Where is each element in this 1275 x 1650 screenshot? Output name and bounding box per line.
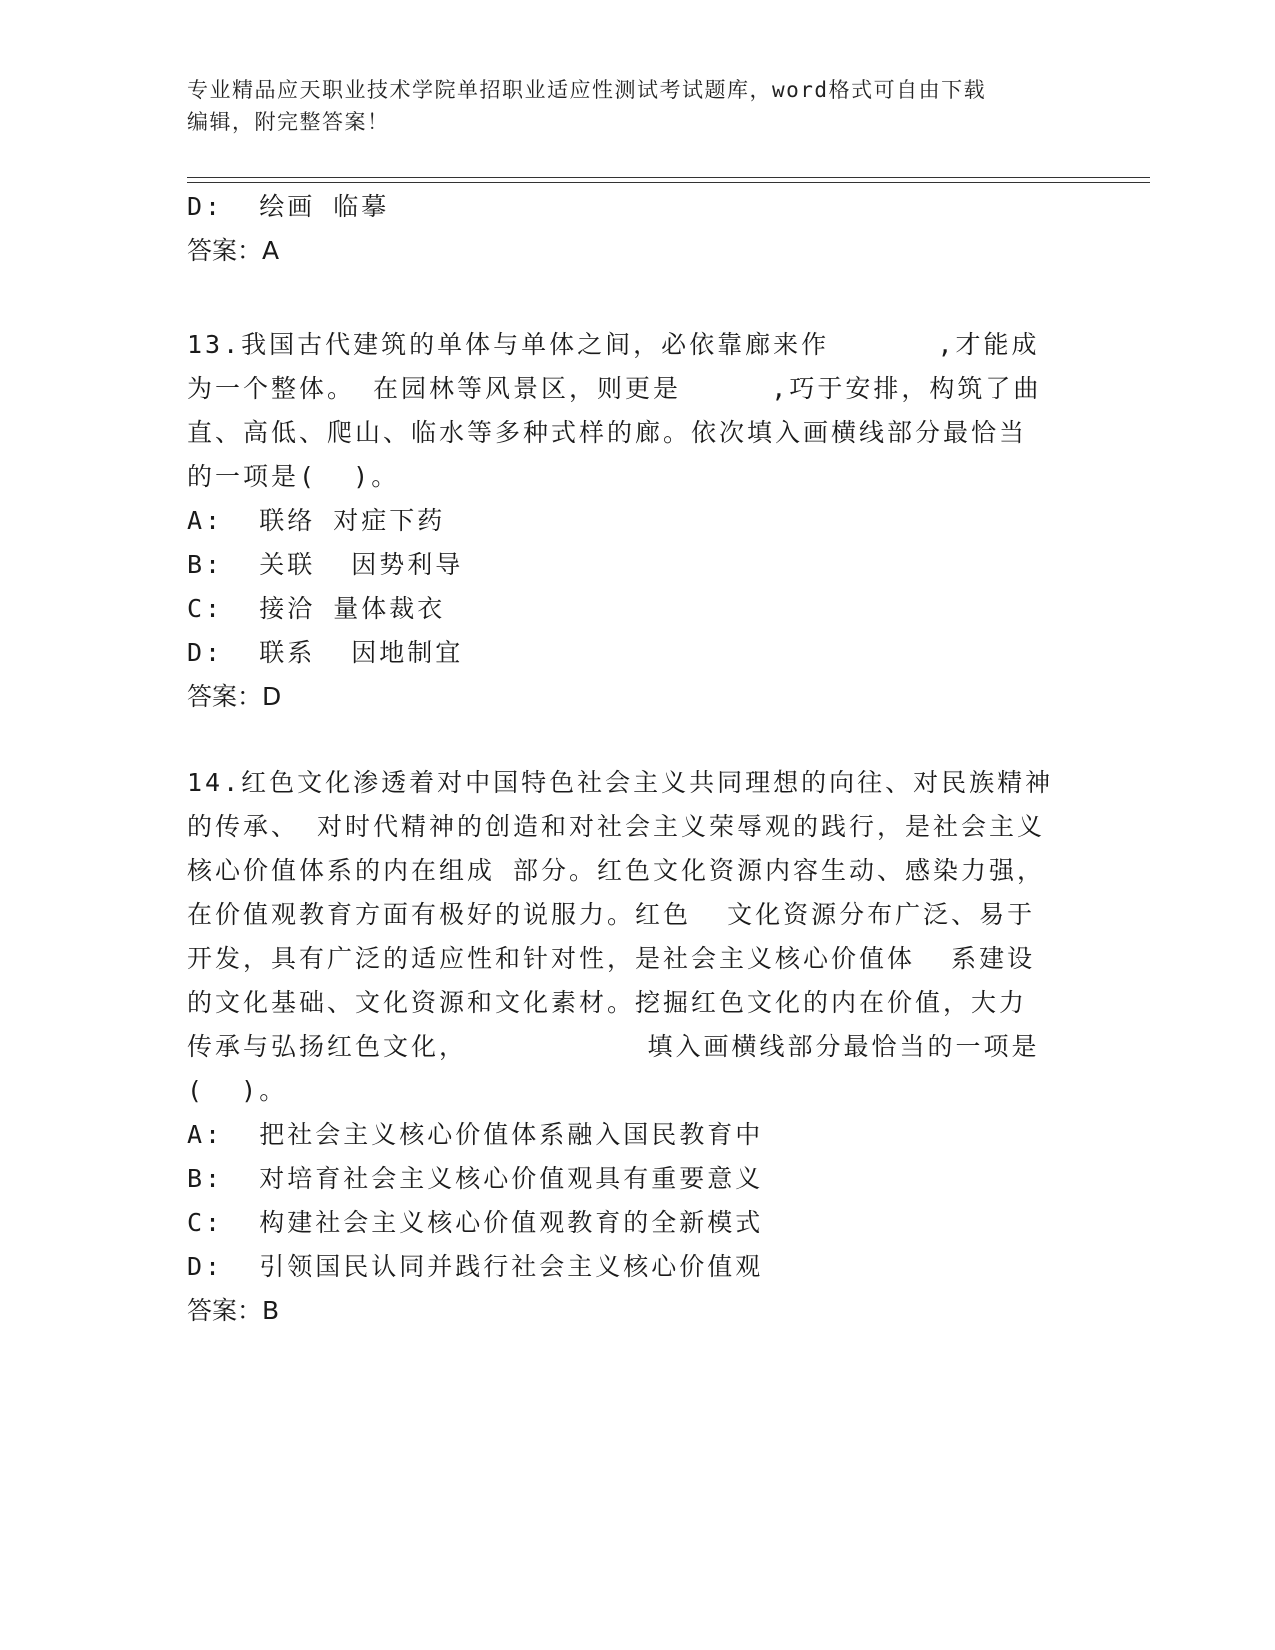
q14-answer: 答案：B xyxy=(187,1296,280,1325)
q14-option-d: D: 引领国民认同并践行社会主义核心价值观 xyxy=(187,1252,764,1281)
q14-line: 14.红色文化渗透着对中国特色社会主义共同理想的向往、对民族精神 xyxy=(187,768,1054,797)
page-header xyxy=(187,74,1067,138)
q14-option-a: A: 把社会主义核心价值体系融入国民教育中 xyxy=(187,1120,764,1149)
prev-answer: 答案：A xyxy=(187,236,280,265)
header-line-2: 编辑，附完整答案！ xyxy=(187,110,390,134)
q13-option-d: D: 联系 因地制宜 xyxy=(187,638,464,667)
q14-line: 传承与弘扬红色文化， 填入画横线部分最恰当的一项是 xyxy=(187,1032,1040,1061)
header-rule-top xyxy=(187,177,1150,178)
q13-option-c: C: 接洽 量体裁衣 xyxy=(187,594,446,623)
q14-line: 开发，具有广泛的适应性和针对性，是社会主义核心价值体 系建设 xyxy=(187,944,1036,973)
prev-option-d: D: 绘画 临摹 xyxy=(187,192,390,221)
q14-option-b: B: 对培育社会主义核心价值观具有重要意义 xyxy=(187,1164,764,1193)
q14-line: ( )。 xyxy=(187,1076,288,1105)
q14-line: 的文化基础、文化资源和文化素材。挖掘红色文化的内在价值，大力 xyxy=(187,988,1028,1017)
q13-option-a: A: 联络 对症下药 xyxy=(187,506,446,535)
header-rule-bottom xyxy=(187,182,1150,183)
q13-answer: 答案：D xyxy=(187,682,282,711)
q14-line: 的传承、 对时代精神的创造和对社会主义荣辱观的践行，是社会主义 xyxy=(187,812,1046,841)
header-line-1: 专业精品应天职业技术学院单招职业适应性测试考试题库，word格式可自由下载 xyxy=(187,78,987,102)
q14-line: 核心价值体系的内在组成 部分。红色文化资源内容生动、感染力强， xyxy=(187,856,1046,885)
q13-option-b: B: 关联 因势利导 xyxy=(187,550,464,579)
q13-line: 13.我国古代建筑的单体与单体之间，必依靠廊来作 ,才能成 xyxy=(187,330,1040,359)
q13-line: 的一项是( )。 xyxy=(187,462,400,491)
q14-line: 在价值观教育方面有极好的说服力。红色 文化资源分布广泛、易于 xyxy=(187,900,1036,929)
q13-line: 为一个整体。 在园林等风景区，则更是 ,巧于安排，构筑了曲 xyxy=(187,374,1042,403)
q13-line: 直、高低、爬山、临水等多种式样的廊。依次填入画横线部分最恰当 xyxy=(187,418,1028,447)
q14-option-c: C: 构建社会主义核心价值观教育的全新模式 xyxy=(187,1208,764,1237)
